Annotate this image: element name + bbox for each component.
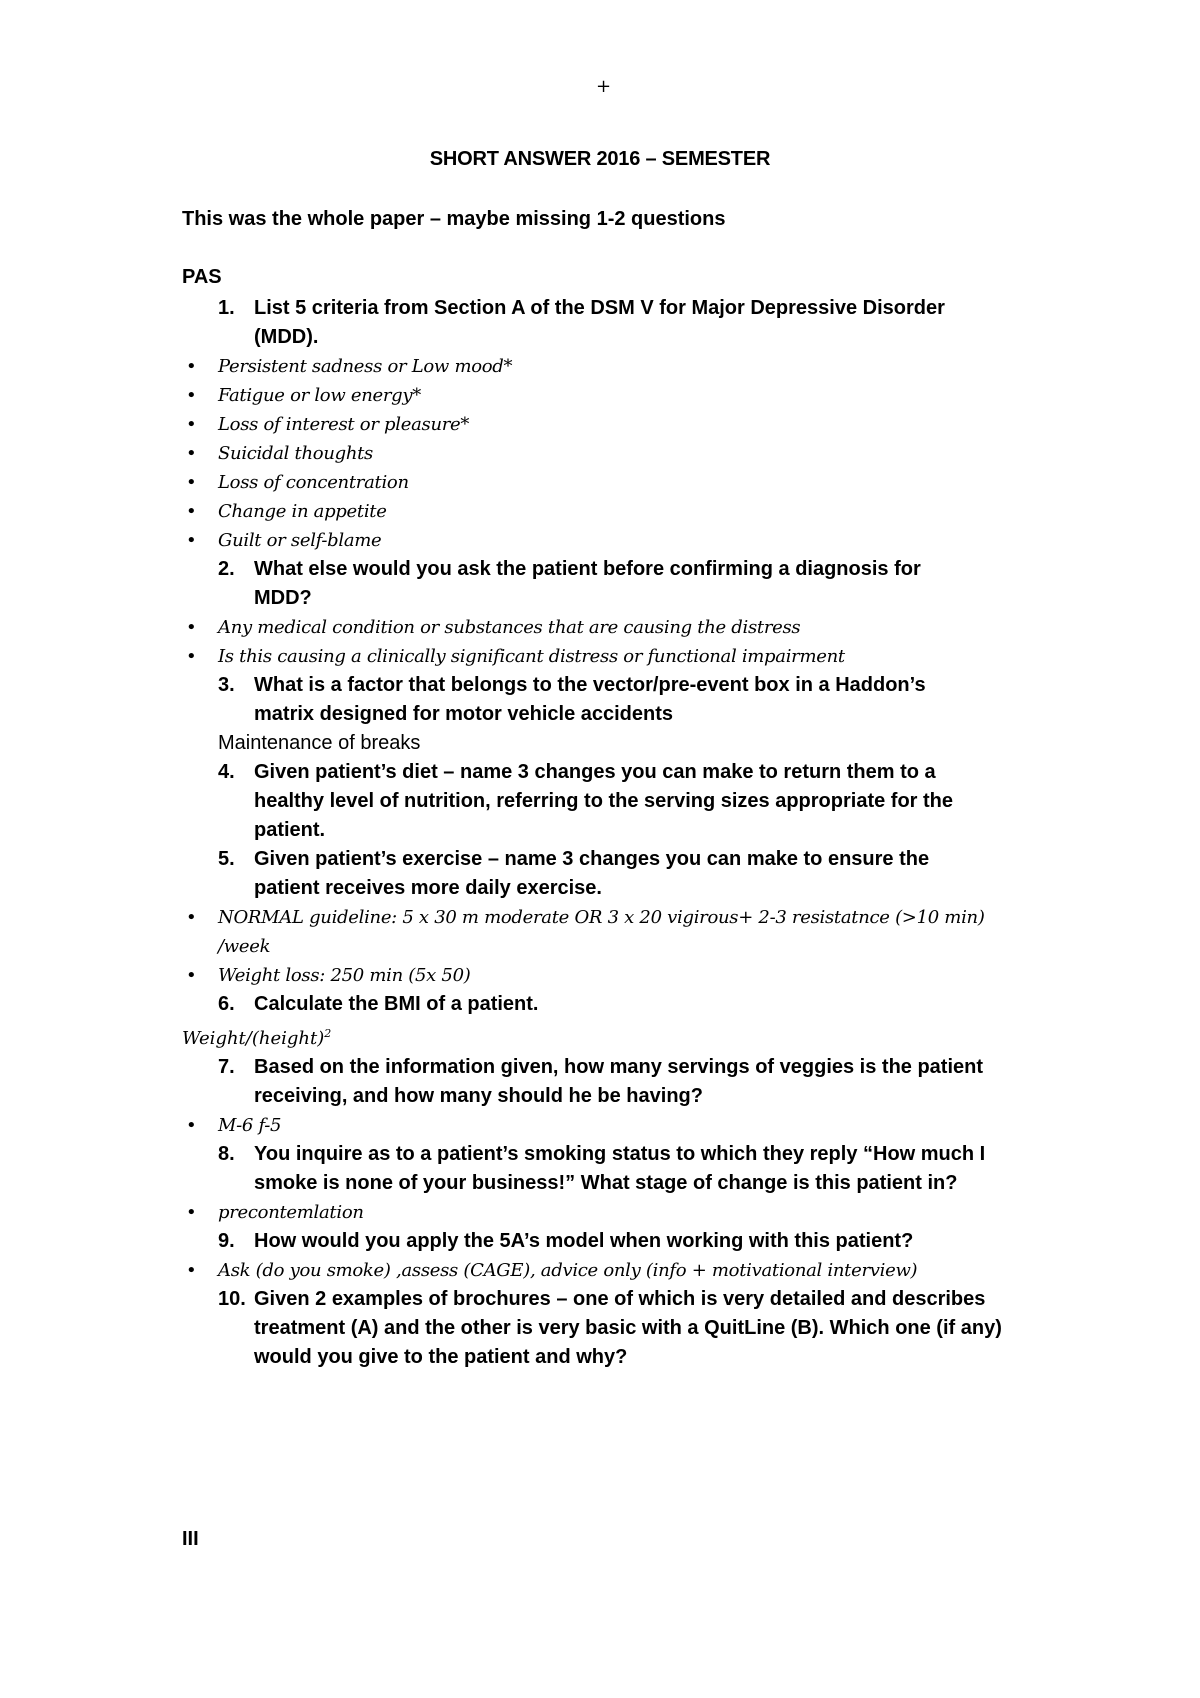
question-text: What else would you ask the patient before confirming a diagnosis for MDD? bbox=[254, 558, 921, 609]
answer-bullet bbox=[182, 381, 1032, 410]
answer-bullet bbox=[182, 1111, 1032, 1140]
answer-text: Ask (do you smoke) ,assess (CAGE), advice only (info + motivational interview) bbox=[218, 1260, 918, 1281]
section-heading: PAS bbox=[182, 266, 222, 288]
intro-note: This was the whole paper – maybe missing 1-2 questions bbox=[182, 208, 726, 230]
bullet-icon: • bbox=[186, 356, 197, 377]
answer-bullet bbox=[182, 613, 1032, 642]
answer-text: Fatigue or low energy* bbox=[218, 385, 421, 406]
answer-text: Change in appetite bbox=[218, 501, 387, 522]
footer-mark: III bbox=[182, 1528, 199, 1550]
bullet-icon: • bbox=[186, 443, 197, 464]
answer-text: Weight loss: 250 min (5x 50) bbox=[218, 965, 471, 986]
formula-base: Weight/(height) bbox=[182, 1028, 325, 1049]
question-text: Based on the information given, how many servings of veggies is the patient receiving, and how many should he be having? bbox=[254, 1056, 984, 1107]
answer-bullet bbox=[182, 410, 1032, 439]
questions-list bbox=[182, 294, 1032, 1372]
question-10 bbox=[182, 1285, 1032, 1372]
answer-bullet bbox=[182, 352, 1032, 381]
bullet-icon: • bbox=[186, 472, 197, 493]
answer-bullet bbox=[182, 526, 1032, 555]
answer-text: NORMAL guideline: 5 x 30 m moderate OR 3 x 20 vigirous+ 2-3 resistatnce (>10 min) /week bbox=[218, 907, 985, 957]
answer-bullet bbox=[182, 903, 1032, 961]
question-text: What is a factor that belongs to the vector/pre-event box in a Haddon’s matrix designed for motor vehicle accidents bbox=[254, 674, 926, 725]
answer-text: Persistent sadness or Low mood* bbox=[218, 356, 513, 377]
question-number: 5. bbox=[218, 848, 235, 870]
bullet-icon: • bbox=[186, 1260, 197, 1281]
question-number: 1. bbox=[218, 297, 235, 319]
question-5 bbox=[182, 845, 1032, 903]
answer-bullet bbox=[182, 468, 1032, 497]
answer-text: Suicidal thoughts bbox=[218, 443, 373, 464]
page-title: SHORT ANSWER 2016 – SEMESTER bbox=[429, 148, 771, 170]
bullet-icon: • bbox=[186, 501, 197, 522]
question-text: Given patient’s diet – name 3 changes you can make to return them to a healthy level of nutrition, referring to the serving sizes appropriate for the patient. bbox=[254, 761, 954, 841]
question-8 bbox=[182, 1140, 1032, 1198]
bmi-formula bbox=[182, 1019, 1032, 1053]
answer-text: M-6 f-5 bbox=[218, 1115, 282, 1136]
question-7 bbox=[182, 1053, 1032, 1111]
question-text: Calculate the BMI of a patient. bbox=[254, 993, 539, 1015]
answer-bullet bbox=[182, 439, 1032, 468]
header-mark: + bbox=[596, 76, 612, 97]
bullet-icon: • bbox=[186, 646, 197, 667]
question-4 bbox=[182, 758, 1032, 845]
answer-bullet bbox=[182, 1198, 1032, 1227]
bullet-icon: • bbox=[186, 1115, 197, 1136]
question-number: 3. bbox=[218, 674, 235, 696]
answer-text: precontemlation bbox=[218, 1202, 364, 1223]
bullet-icon: • bbox=[186, 385, 197, 406]
answer-bullet bbox=[182, 1256, 1032, 1285]
question-text: You inquire as to a patient’s smoking status to which they reply “How much I smoke is none of your business!” What stage of change is this patient in? bbox=[254, 1143, 986, 1194]
answer-bullet bbox=[182, 961, 1032, 990]
answer-text: Guilt or self-blame bbox=[218, 530, 382, 551]
answer-bullet bbox=[182, 497, 1032, 526]
bullet-icon: • bbox=[186, 1202, 197, 1223]
question-2 bbox=[182, 555, 1032, 613]
answer-text: Loss of concentration bbox=[218, 472, 409, 493]
answer-text: Is this causing a clinically significant distress or functional impairment bbox=[218, 646, 845, 667]
question-text: How would you apply the 5A’s model when working with this patient? bbox=[254, 1230, 914, 1252]
bullet-icon: • bbox=[186, 965, 197, 986]
question-number: 4. bbox=[218, 761, 235, 783]
bullet-icon: • bbox=[186, 907, 197, 928]
question-6 bbox=[182, 990, 1032, 1019]
question-number: 7. bbox=[218, 1056, 235, 1078]
question-number: 9. bbox=[218, 1230, 235, 1252]
question-number: 6. bbox=[218, 993, 235, 1015]
question-text: Given patient’s exercise – name 3 changes you can make to ensure the patient receives more daily exercise. bbox=[254, 848, 930, 899]
answer-plain: Maintenance of breaks bbox=[218, 732, 421, 754]
question-text: List 5 criteria from Section A of the DSM V for Major Depressive Disorder (MDD). bbox=[254, 297, 945, 348]
question-number: 2. bbox=[218, 558, 235, 580]
question-1 bbox=[182, 294, 1032, 352]
question-3 bbox=[182, 671, 1032, 729]
bullet-icon: • bbox=[186, 530, 197, 551]
question-number: 8. bbox=[218, 1143, 235, 1165]
bullet-icon: • bbox=[186, 414, 197, 435]
answer-text: Any medical condition or substances that are causing the distress bbox=[218, 617, 801, 638]
formula-exponent: 2 bbox=[324, 1027, 332, 1040]
answer-text: Loss of interest or pleasure* bbox=[218, 414, 470, 435]
question-number: 10. bbox=[218, 1288, 246, 1310]
bullet-icon: • bbox=[186, 617, 197, 638]
question-text: Given 2 examples of brochures – one of which is very detailed and describes treatment (A) and the other is very basic with a QuitLine (B). Which one (if any) would you give to the patient and why? bbox=[254, 1288, 1002, 1368]
question-9 bbox=[182, 1227, 1032, 1256]
answer-bullet bbox=[182, 642, 1032, 671]
